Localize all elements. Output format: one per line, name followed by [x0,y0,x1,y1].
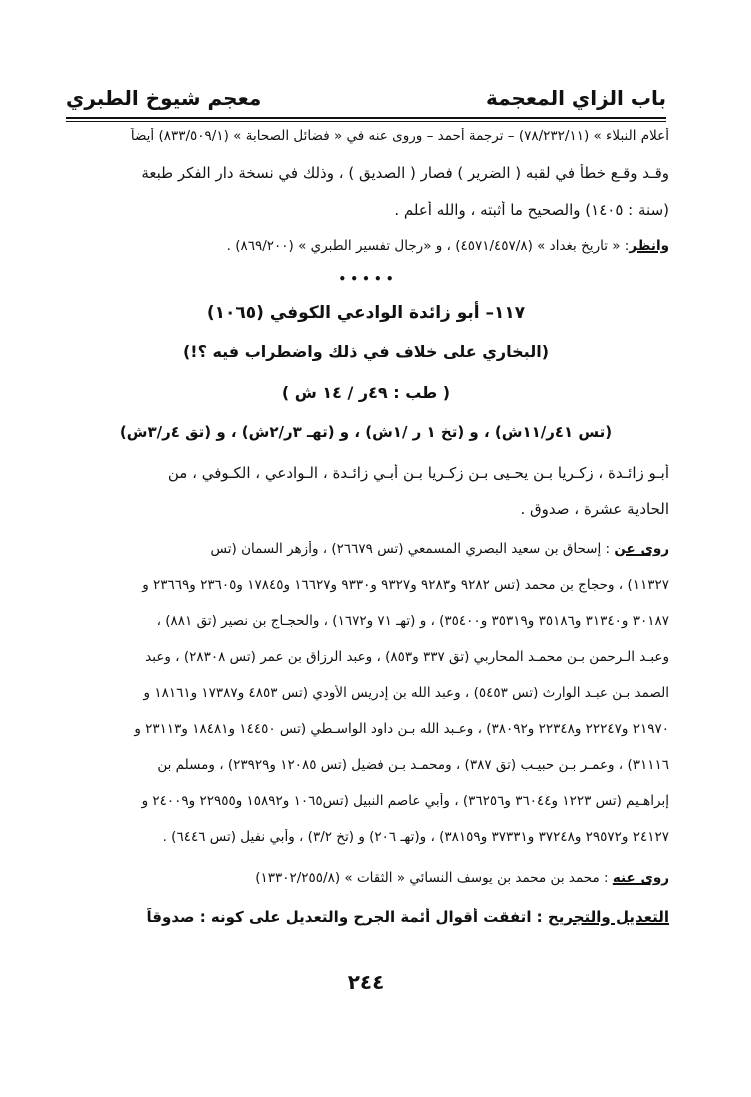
section-separator: • • • • • [338,272,394,286]
chapter-title: باب الزاي المعجمة [485,86,666,110]
grading-line: التعديل والتجريح : اتفقت أقوال أئمة الجرح والتعديل على كونه : صدوقاً [146,908,669,926]
narrated-from-label: روى عن [614,541,669,557]
page-number: ٢٤٤ [347,970,385,994]
see-also-label: وانظر [629,238,669,254]
header-rule-thick [66,117,666,119]
entry-counts: ( طب : ٤٩ر / ١٤ ش ) [281,383,451,402]
narrated-by-line: روى عنه : محمد بن محمد بن يوسف النسائي « الثقات » (١٣٣٠٢/٢٥٥/٨) [255,870,669,886]
bio-line-1: أبـو زائـدة ، زكـريا بـن يحـيى بـن زكـريا بـن أبـي زائـدة ، الـوادعي ، الكـوفي ، من [167,464,669,482]
narrated-from-line-7: ٣١١١٦) ، وعمـر بـن حبيـب (تق ٣٨٧) ، ومحمـد بـن فضيل (تس ١٢٠٨٥ و٢٣٩٢٩) ، ومسلم بن [157,757,669,773]
running-header [66,78,666,122]
prev-entry-line-3: (سنة : ١٤٠٥) والصحيح ما أثبته ، والله أعلم . [394,201,669,219]
prev-entry-line-2: وقـد وقـع خطأ في لقبه ( الضرير ) فصار ( الصديق ) ، وذلك في نسخة دار الفكر طبعة [141,164,669,182]
narrated-from-line-3: ٣٠١٨٧ و٣١٣٤٠ و٣٥١٨٦ و٣٥٣١٩ و٣٥٤٠٠) ، و (تهـ ٧١ و١٦٧٢) ، والحجـاج بن نصير (تق ٨٨١) ، [156,613,669,629]
narrated-from-line-1: روى عن : إسحاق بن سعيد البصري المسمعي (تس ٢٦٦٧٩) ، وأزهر السمان (تس [210,541,669,557]
narrated-from-line-5: الصمد بـن عبـد الوارث (تس ٥٤٥٣) ، وعبد الله بن إدريس الأودي (تس ٤٨٥٣ و١٧٣٨٧ و١٨١٦١ و [143,685,669,701]
narrated-from-line-6: ٢١٩٧٠ و٢٢٢٤٧ و٢٢٣٤٨ و٣٨٠٩٢) ، وعـبد الله بـن داود الواسـطي (تس ١٤٤٥٠ و١٨٤٨١ و٢٣١١٣ و [134,721,669,737]
entry-subtitle: (البخاري على خلاف في ذلك واضطراب فيه ؟!) [182,342,550,361]
entry-references: (تس ٤١ر/١١ش) ، و (تخ ١ ر /١ش) ، و (تهـ ٣ر/٢ش) ، و (تق ٤ر/٣ش) [119,423,613,441]
see-also-text: : « تاريخ بغداد » (٤٥٧١/٤٥٧/٨) ، و «رجال تفسير الطبري » (٨٦٩/٢٠٠) . [226,238,630,254]
narrated-from-line-9: ٢٤١٢٧ و٢٩٥٧٢ و٣٧٢٤٨ و٣٧٣٣١ و٣٨١٥٩) ، و(تهـ ٢٠٦) و (تخ ٣/٢) ، وأبي نفيل (تس ٦٤٤٦) . [162,829,669,845]
narrated-from-line-2: ١١٣٢٧) ، وحجاج بن محمد (تس ٩٢٨٢ و٩٢٨٣ و٩٣٢٧ و٩٣٣٠ و١٦٦٢٧ و١٧٨٤٥ و٢٣٦٠٥ و٢٣٦٦٩ و [142,577,669,593]
narrated-from-line-4: وعبـد الـرحمن بـن محمـد المحاربي (تق ٣٣٧ و٨٥٣) ، وعبد الرزاق بن عمر (تس ٢٨٣٠٨) ، وعبد [145,649,669,665]
see-also-line [84,238,669,254]
bio-line-2: الحادية عشرة ، صدوق . [520,500,669,518]
grading-label: التعديل والتجريح [547,908,669,926]
narrated-from-line-8: إبراهـيم (تس ١٢٢٣ و٣٦٠٤٤ و٣٦٢٥٦) ، وأبي عاصم النبيل (تس١٠٦٥ و١٥٨٩٢ و٢٢٩٥٥ و٢٤٠٠٩ و [141,793,669,809]
header-rule-thin [66,121,666,122]
entry-title: ١١٧– أبو زائدة الوادعي الكوفي (١٠٦٥) [206,303,526,323]
narrated-by-label: روى عنه [612,870,669,886]
book-title: معجم شيوخ الطبري [66,86,262,110]
prev-entry-line-1: أعلام النبلاء » (٧٨/٢٣٢/١١) – ترجمة أحمد – وروى عنه في « فضائل الصحابة » (٨٣٣/٥٠٩/١) أيضاً [130,128,669,144]
